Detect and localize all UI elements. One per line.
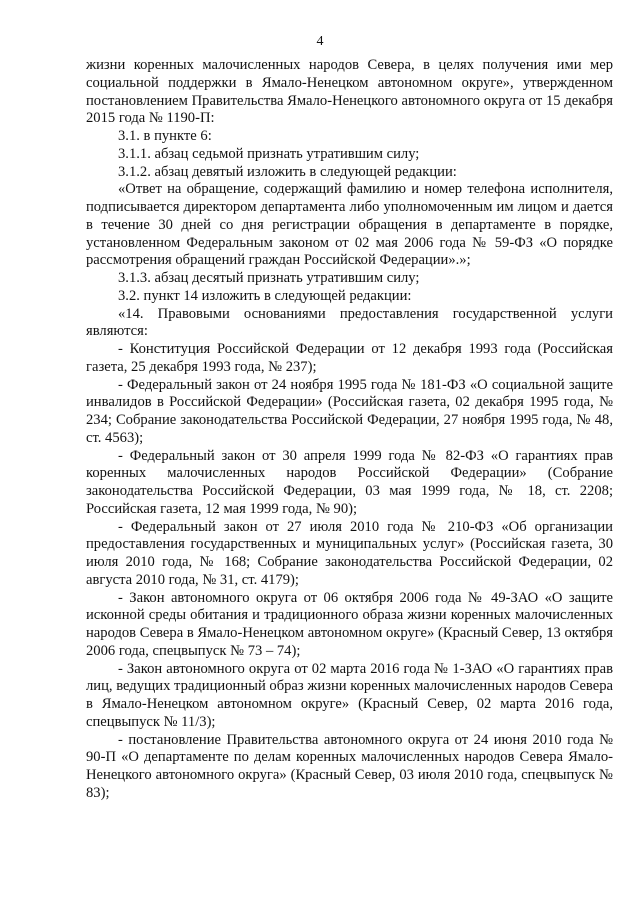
list-item-law-181-fz: - Федеральный закон от 24 ноября 1995 года № 181-ФЗ «О социальной защите инвалидов в Российской Федерации» (Российская газета, 02 декабря 1995 года, № 234; Собрание законодательства Российской Федерации, 27 ноября 1995 года, № 48, ст. 4563); [86,376,613,446]
paragraph-item-3-1-3: 3.1.3. абзац десятый признать утратившим силу; [118,270,420,286]
paragraph-item-3-1: 3.1. в пункте 6: [118,128,212,144]
paragraph-quoted-answer: «Ответ на обращение, содержащий фамилию и номер телефона исполнителя, подписывается директором департамента либо уполномоченным им лицом и дается в течение 30 дней со дня регистрации обращения в департаменте в порядке, установленном Федеральным законом от 02 мая 2006 года № 59-ФЗ «О порядке рассмотрения обращений граждан Российской Федерации».»; [86,181,613,269]
paragraph-item-3-1-2: 3.1.2. абзац девятый изложить в следующей редакции: [118,163,457,180]
paragraph-item-3-2: 3.2. пункт 14 изложить в следующей редакции: [118,287,412,304]
paragraph-point-14: «14. Правовыми основаниями предоставления государственной услуги являются: [86,305,613,340]
list-item-law-82-fz: - Федеральный закон от 30 апреля 1999 года № 82-ФЗ «О гарантиях прав коренных малочисленных народов Российской Федерации» (Собрание законодательства Российской Федерации, 03 мая 1999 года, № 18, ст. 2208; Российская газета, 12 мая 1999 года, № 90); [86,447,613,517]
document-body [86,57,613,803]
paragraph-continuation: жизни коренных малочисленных народов Севера, в целях получения ими мер социальной поддержки в Ямало-Ненецком автономном округе», утвержденном постановлением Правительства Ямало-Ненецкого автономного округа от 15 декабря 2015 года № 1190-П: [86,57,613,127]
list-item-law-49-zao: - Закон автономного округа от 06 октября 2006 года № 49-ЗАО «О защите исконной среды обитания и традиционного образа жизни коренных малочисленных народов Севера в Ямало-Ненецком автономном округе» (Красный Север, 13 октября 2006 года, спецвыпуск № 73 – 74); [86,589,613,659]
page-number: 4 [316,34,324,49]
list-item-law-210-fz: - Федеральный закон от 27 июля 2010 года № 210-ФЗ «Об организации предоставления государственных и муниципальных услуг» (Российская газета, 30 июля 2010 года, № 168; Собрание законодательства Российской Федерации, 02 августа 2010 года, № 31, ст. 4179); [86,518,613,588]
paragraph-item-3-1-1: 3.1.1. абзац седьмой признать утратившим силу; [118,145,420,162]
list-item-constitution: - Конституция Российской Федерации от 12 декабря 1993 года (Российская газета, 25 декабря 1993 года, № 237); [86,341,613,375]
list-item-law-1-zao: - Закон автономного округа от 02 марта 2016 года № 1-ЗАО «О гарантиях прав лиц, ведущих традиционный образ жизни коренных малочисленных народов Севера в Ямало-Ненецком автономном округе» (Красный Север, 02 марта 2016 года, спецвыпуск № 11/3); [86,660,613,730]
list-item-decree-90-p: - постановление Правительства автономного округа от 24 июня 2010 года № 90-П «О департаменте по делам коренных малочисленных народов Севера Ямало-Ненецкого автономного округа» (Красный Север, 03 июля 2010 года, спецвыпуск № 83); [86,731,613,801]
